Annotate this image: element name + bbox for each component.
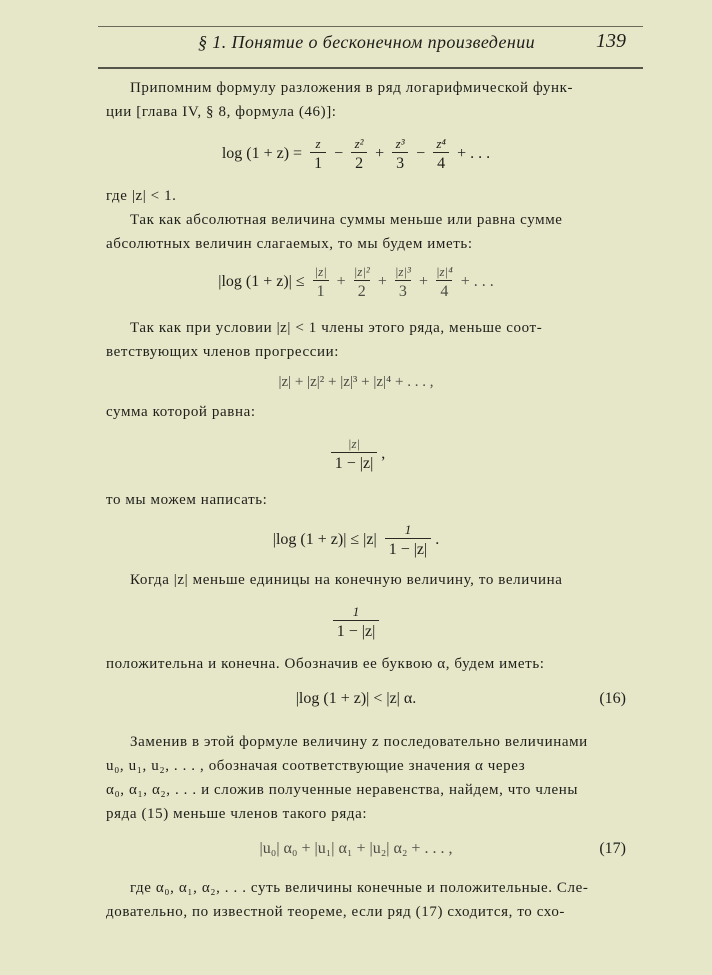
page-header [98,18,658,58]
text-line: абсолютных величин слагаемых, то мы будем иметь: [106,236,473,252]
text-line: где |z| < 1. [106,188,177,204]
formula-lhs: log (1 + z) = [221,145,303,163]
formula-log-bound: |log (1 + z)| ≤ |z| $\frac{1}{1 - |z|}$ . [272,522,440,558]
text-line: ветствующих членов прогрессии: [106,344,340,360]
fraction: $\frac{1}{1 - |z|}$ [333,604,380,641]
text-line: Так как при условии |z| < 1 члены этого ряда, меньше соот- [130,320,543,336]
formula-progression: |z| + |z|² + |z|³ + |z|⁴ + . . . , [278,374,434,390]
fraction: $\frac{\text{z²}}{2}$ [351,136,367,173]
page-number: 139 [596,30,626,52]
text-line: Припомним формулу разложения в ряд логарифмической функ- [130,80,574,96]
formula-lhs: |log (1 + z)| ≤ [218,273,305,291]
formula-17: |u₀| α₀ + |u₁| α₁ + |u₂| α₂ + . . . , [259,840,453,857]
text-line: сумма которой равна: [106,404,256,420]
text-line: Заменив в этой формуле величину z последовательно величинами [130,734,588,750]
text-line: Когда |z| меньше единицы на конечную величину, то величина [130,572,563,588]
header-rule-top [98,26,643,27]
fraction: $\frac{\text{z⁴}}{4}$ [433,136,449,173]
text-line: положительна и конечна. Обозначив ее буквою α, будем иметь: [106,656,545,672]
fraction: $\frac{|z|}{1 - |z|}$ [331,436,378,473]
text-line: то мы можем написать: [106,492,268,508]
text-line: довательно, по известной теореме, если ряд (17) сходится, то схо- [106,904,566,920]
text-line: u₀, u₁, u₂, . . . , обозначая соответствующие значения α через [106,758,526,774]
equation-number: (17) [599,840,626,857]
fraction: $\frac{z}{1}$ [310,136,326,173]
text-line: ции [глава IV, § 8, формула (46)]: [106,104,337,120]
formula-abs-series: |log (1 + z)| ≤ $\frac{|z|}{1}$ + $\frac{\text{|z|²}}{2}$ + $\frac{\text{|z|³}}{3}$ + $\frac{\text{|z|⁴}}{4}$ + . . . [218,264,494,300]
fraction: $\frac{1}{1 - |z|}$ [385,522,432,559]
text-line: где α₀, α₁, α₂, . . . суть величины конечные и положительные. Сле- [130,880,589,896]
equation-number: (16) [599,690,626,707]
formula-alpha [0,604,712,641]
text-line: Так как абсолютная величина суммы меньше или равна сумме [130,212,563,228]
text-line: α₀, α₁, α₂, . . . и сложив полученные неравенства, найдем, что члены [106,782,579,798]
running-head: § 1. Понятие о бесконечном произведении [198,32,536,52]
formula-log-series: log (1 + z) = $\frac{z}{1}$ − $\frac{\text{z²}}{2}$ + $\frac{\text{z³}}{3}$ − $\frac{\text{z⁴}}{4}$ + . . . [221,136,491,172]
header-rule-bottom [98,67,643,69]
formula-progression-sum: $\frac{|z|}{1 - |z|}$ , [0,436,712,473]
text-line: ряда (15) меньше членов такого ряда: [106,806,368,822]
fraction: $\frac{\text{z³}}{3}$ [392,136,408,173]
formula-16: |log (1 + z)| < |z| α. [295,690,417,707]
